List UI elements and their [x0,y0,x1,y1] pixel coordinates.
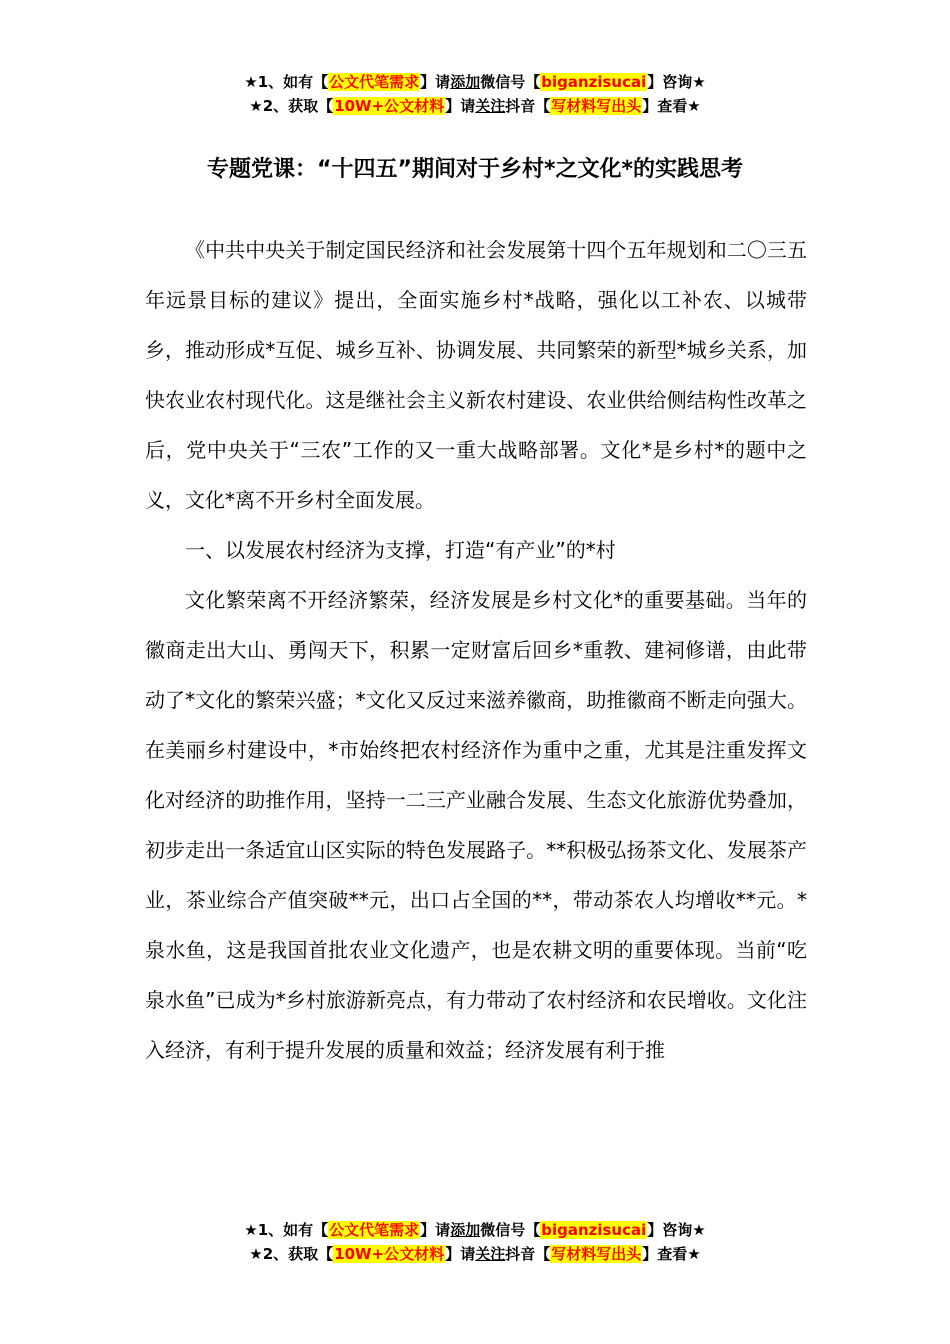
promo-line-2 [0,1242,950,1266]
footer-promo-banner [0,1218,950,1266]
promo-text: 】请 [420,1221,451,1239]
promo-text: 】请 [420,73,451,91]
promo-text: 】请 [445,97,476,115]
promo-emphasis: 添加 [450,1221,481,1239]
promo-highlight: 公文代笔需求 [329,73,420,91]
promo-text: 】请 [445,1245,476,1263]
promo-text: 】查看★ [642,1245,701,1263]
promo-emphasis: 添加 [450,73,481,91]
body-paragraph: 文化繁荣离不开经济繁荣，经济发展是乡村文化*的重要基础。当年的徽商走出大山、勇闯天下，积累一定财富后回乡*重教、建祠修谱，由此带动了*文化的繁荣兴盛；*文化又反过来滋养徽商，助推徽商不断走向强大。在美丽乡村建设中，*市始终把农村经济作为重中之重，尤其是注重发挥文化对经济的助推作用，坚持一二三产业融合发展、生态文化旅游优势叠加，初步走出一条适宜山区实际的特色发展路子。**积极弘扬茶文化、发展茶产业，茶业综合产值突破**元，出口占全国的**，带动茶农人均增收**元。*泉水鱼，这是我国首批农业文化遗产，也是农耕文明的重要体现。当前“吃泉水鱼”已成为*乡村旅游新亮点，有力带动了农村经济和农民增收。文化注入经济，有利于提升发展的质量和效益；经济发展有利于推 [145,588,807,1062]
promo-text: ★1、如有【 [244,73,329,91]
promo-emphasis: 关注 [475,97,506,115]
promo-text: ★2、获取【 [249,97,334,115]
promo-highlight: 公文代笔需求 [329,1221,420,1239]
promo-text: 抖音【 [505,97,551,115]
promo-line-1 [0,1218,950,1242]
promo-line-1 [0,70,950,94]
promo-highlight: biganzisucai [541,73,647,91]
document-body [145,225,807,1075]
section-heading: 一、以发展农村经济为支撑，打造“有产业”的*村 [185,538,616,562]
promo-text: 抖音【 [505,1245,551,1263]
promo-text: ★1、如有【 [244,1221,329,1239]
promo-highlight: 10W+公文材料 [334,97,445,115]
promo-emphasis: 关注 [475,1245,506,1263]
promo-highlight: 写材料写出头 [551,97,642,115]
promo-text: 微信号【 [480,1221,541,1239]
promo-highlight: biganzisucai [541,1221,647,1239]
body-paragraph: 《中共中央关于制定国民经济和社会发展第十四个五年规划和二〇三五年远景目标的建议》提出，全面实施乡村*战略，强化以工补农、以城带乡，推动形成*互促、城乡互补、协调发展、共同繁荣的新型*城乡关系，加快农业农村现代化。这是继社会主义新农村建设、农业供给侧结构性改革之后，党中央关于“三农”工作的又一重大战略部署。文化*是乡村*的题中之义，文化*离不开乡村全面发展。 [145,238,807,512]
promo-text: 】查看★ [642,97,701,115]
promo-text: ★2、获取【 [249,1245,334,1263]
promo-text: 】咨询★ [647,73,706,91]
document-title: 专题党课：“十四五”期间对于乡村*之文化*的实践思考 [207,157,743,182]
promo-text: 】咨询★ [647,1221,706,1239]
promo-highlight: 10W+公文材料 [334,1245,445,1263]
promo-line-2 [0,94,950,118]
promo-highlight: 写材料写出头 [551,1245,642,1263]
header-promo-banner [0,70,950,118]
promo-text: 微信号【 [480,73,541,91]
